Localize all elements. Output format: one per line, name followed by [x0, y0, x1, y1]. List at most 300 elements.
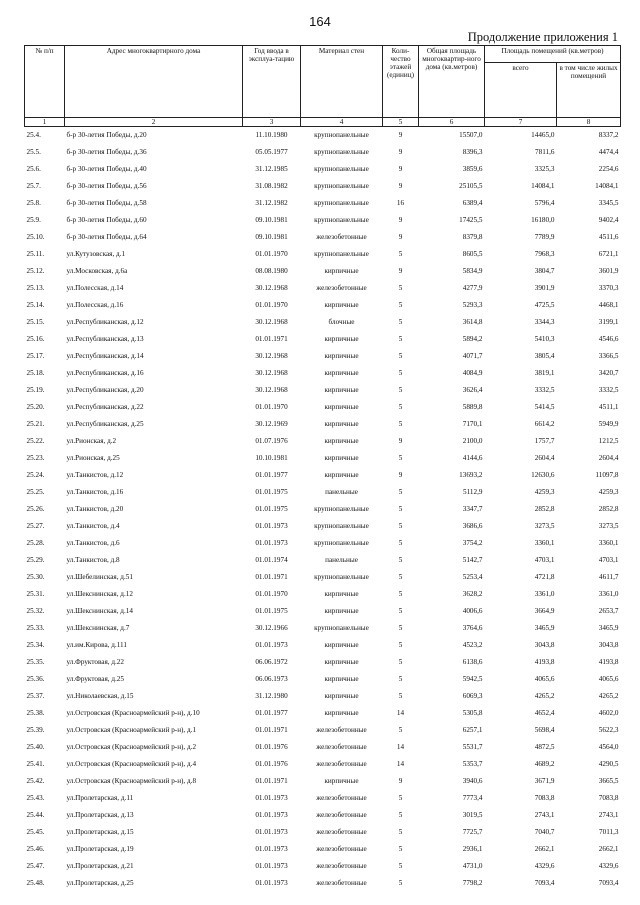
living-area-cell: 3370,3	[598, 284, 619, 292]
row-number: 25.38.	[26, 709, 45, 717]
address-cell: ул.Пролетарская, д.15	[66, 828, 134, 836]
premises-total-cell: 12630,6	[531, 471, 555, 479]
address-cell: ул.Рионская, д.25	[66, 454, 120, 462]
material-cell: крупнопанельные	[314, 199, 369, 207]
address-cell: ул.Танкистов, д.12	[66, 471, 124, 479]
total-area-cell: 5253,4	[462, 573, 483, 581]
row-number: 25.37.	[26, 692, 45, 700]
premises-total-cell: 3361,0	[534, 590, 555, 598]
floors-cell: 9	[398, 165, 403, 173]
material-cell: блочные	[328, 318, 355, 326]
premises-total-cell: 4265,2	[534, 692, 555, 700]
page-number: 164	[309, 14, 331, 29]
living-area-cell: 1212,5	[598, 437, 619, 445]
row-number: 25.18.	[26, 369, 45, 377]
address-cell: ул.Танкистов, д.16	[66, 488, 124, 496]
total-area-cell: 5293,3	[462, 301, 483, 309]
premises-total-cell: 4725,5	[534, 301, 555, 309]
year-cell: 01.01.1977	[255, 709, 288, 717]
floors-cell: 9	[398, 233, 403, 241]
total-area-cell: 8605,5	[462, 250, 483, 258]
address-cell: б-р 30-летия Победы, д.64	[66, 233, 147, 241]
material-cell: кирпичные	[324, 301, 359, 309]
year-cell: 30.12.1968	[255, 284, 288, 292]
year-cell: 09.10.1981	[255, 216, 288, 224]
premises-total-cell: 3344,3	[534, 318, 555, 326]
address-cell: ул.Республиканская, д.12	[66, 318, 144, 326]
address-cell: ул.Пролетарская, д.13	[66, 811, 134, 819]
address-cell: ул.Шекснинская, д.12	[66, 590, 133, 598]
floors-cell: 5	[398, 335, 403, 343]
address-cell: б-р 30-летия Победы, д.20	[65, 127, 243, 145]
year-cell: 01.01.1975	[255, 505, 288, 513]
column-number: 1	[25, 118, 65, 127]
total-area-cell: 17425,5	[459, 216, 483, 224]
living-area-cell: 9402,4	[598, 216, 619, 224]
material-cell: кирпичные	[324, 777, 359, 785]
premises-total-cell: 3465,9	[534, 624, 555, 632]
total-area-cell: 2936,1	[462, 845, 483, 853]
table-row	[25, 552, 621, 569]
material-cell: крупнопанельные	[314, 182, 369, 190]
total-area-cell: 5894,2	[462, 335, 483, 343]
table-body	[25, 127, 621, 893]
table-row	[25, 688, 621, 705]
living-area-cell: 4329,6	[598, 862, 619, 870]
table-row	[25, 331, 621, 348]
table-row	[25, 144, 621, 161]
year-cell: 30.12.1966	[255, 624, 288, 632]
premises-total-cell: 1757,7	[534, 437, 555, 445]
total-area-cell: 6069,3	[462, 692, 483, 700]
header-premises-total: всего	[485, 63, 557, 118]
material-cell: железобетонные	[316, 743, 367, 751]
row-number: 25.45.	[26, 828, 45, 836]
row-number: 25.29.	[26, 556, 45, 564]
living-area-cell: 3420,7	[598, 369, 619, 377]
table-row	[25, 603, 621, 620]
year-cell: 01.01.1973	[255, 539, 288, 547]
address-cell: ул.Шекснинская, д.7	[66, 624, 130, 632]
row-number: 25.7.	[26, 182, 41, 190]
living-area-cell: 3273,5	[598, 522, 619, 530]
total-area-cell: 4006,6	[462, 607, 483, 615]
table-row	[25, 416, 621, 433]
column-number: 6	[419, 118, 485, 127]
table-row	[25, 246, 621, 263]
material-cell: кирпичные	[324, 437, 359, 445]
material-cell: крупнопанельные	[314, 573, 369, 581]
year-cell: 01.01.1973	[255, 862, 288, 870]
total-area-cell: 5112,9	[463, 488, 483, 496]
total-area-cell: 4144,6	[462, 454, 483, 462]
floors-cell: 5	[398, 250, 403, 258]
header-floors: Коли-чество этажей (единиц)	[383, 46, 419, 118]
row-number: 25.19.	[26, 386, 45, 394]
address-cell: ул.Московская, д.6а	[66, 267, 128, 275]
material-cell: кирпичные	[324, 607, 359, 615]
address-cell: ул.Танкистов, д.6	[66, 539, 120, 547]
material-cell: кирпичные	[324, 641, 359, 649]
table-row	[25, 433, 621, 450]
year-cell: 01.01.1977	[255, 471, 288, 479]
row-number: 25.25.	[26, 488, 45, 496]
address-cell: ул.Фруктовая, д.25	[66, 675, 124, 683]
premises-total-cell: 3804,7	[534, 267, 555, 275]
table-row	[25, 722, 621, 739]
living-area-cell: 4546,6	[598, 335, 619, 343]
material-cell: панельные	[325, 488, 358, 496]
row-number: 25.41.	[26, 760, 45, 768]
row-number: 25.42.	[26, 777, 45, 785]
living-area-cell: 3601,9	[598, 267, 619, 275]
material-cell: крупнопанельные	[314, 624, 369, 632]
address-cell: ул.Танкистов, д.20	[66, 505, 124, 513]
row-number: 25.9.	[26, 216, 41, 224]
table-row	[25, 365, 621, 382]
material-cell: кирпичные	[324, 369, 359, 377]
premises-total-cell: 14465,0	[485, 127, 557, 145]
column-number: 3	[243, 118, 301, 127]
floors-cell: 9	[398, 182, 403, 190]
total-area-cell: 6138,6	[462, 658, 483, 666]
floors-cell: 5	[398, 539, 403, 547]
material-cell: кирпичные	[324, 471, 359, 479]
column-number: 4	[301, 118, 383, 127]
address-cell: ул.Республиканская, д.22	[66, 403, 144, 411]
address-cell: ул.Пролетарская, д.19	[66, 845, 134, 853]
year-cell: 01.01.1976	[255, 743, 288, 751]
total-area-cell: 7773,4	[462, 794, 483, 802]
total-area-cell: 25105,5	[459, 182, 483, 190]
living-area-cell: 3361,0	[598, 590, 619, 598]
table-row	[25, 212, 621, 229]
address-cell: ул.Республиканская, д.25	[66, 420, 144, 428]
total-area-cell: 6257,1	[462, 726, 483, 734]
year-cell: 06.06.1972	[255, 658, 288, 666]
total-area-cell: 3019,5	[462, 811, 483, 819]
address-cell: ул.Пролетарская, д.21	[66, 862, 134, 870]
material-cell: кирпичные	[324, 658, 359, 666]
year-cell: 31.08.1982	[255, 182, 288, 190]
premises-total-cell: 5410,3	[534, 335, 555, 343]
premises-total-cell: 7968,3	[534, 250, 555, 258]
table-row	[25, 314, 621, 331]
floors-cell: 5	[398, 658, 403, 666]
floors-cell: 5	[398, 454, 403, 462]
address-cell: ул.Островская (Красноармейский р-н), д.10	[66, 709, 200, 717]
table-row	[25, 586, 621, 603]
column-numbers-row	[25, 118, 621, 127]
address-cell: ул.Полесская, д.16	[66, 301, 124, 309]
table-row	[25, 875, 621, 892]
living-area-cell: 3043,8	[598, 641, 619, 649]
year-cell: 01.01.1970	[255, 250, 288, 258]
row-number: 25.32.	[26, 607, 45, 615]
premises-total-cell: 14084,1	[531, 182, 555, 190]
table-row	[25, 467, 621, 484]
row-number: 25.21.	[26, 420, 45, 428]
floors-cell: 9	[398, 267, 403, 275]
table-row	[25, 195, 621, 212]
table-row	[25, 841, 621, 858]
table-row	[25, 705, 621, 722]
row-number: 25.15.	[26, 318, 45, 326]
floors-cell: 5	[398, 284, 403, 292]
row-number: 25.10.	[26, 233, 45, 241]
floors-cell: 5	[398, 522, 403, 530]
floors-cell: 5	[398, 624, 403, 632]
header-premises-area: Площадь помещений (кв.метров)	[485, 46, 621, 63]
premises-total-cell: 3332,5	[534, 386, 555, 394]
total-area-cell: 3347,7	[462, 505, 483, 513]
row-number: 25.48.	[26, 879, 45, 887]
year-cell: 01.01.1973	[255, 811, 288, 819]
material-cell: крупнопанельные	[314, 539, 369, 547]
material-cell: кирпичные	[324, 386, 359, 394]
year-cell: 01.01.1973	[255, 522, 288, 530]
floors-cell: 5	[398, 505, 403, 513]
header-year: Год ввода в эксплуа-тацию	[243, 46, 301, 118]
floors-cell: 5	[398, 811, 403, 819]
premises-total-cell: 3819,1	[534, 369, 555, 377]
table-row	[25, 807, 621, 824]
total-area-cell: 2100,0	[462, 437, 483, 445]
material-cell: кирпичные	[324, 692, 359, 700]
total-area-cell: 4731,0	[462, 862, 483, 870]
year-cell: 30.12.1968	[255, 318, 288, 326]
premises-total-cell: 3273,5	[534, 522, 555, 530]
row-number: 25.46.	[26, 845, 45, 853]
floors-cell: 9	[398, 148, 403, 156]
premises-total-cell: 4689,2	[534, 760, 555, 768]
year-cell: 06.06.1973	[255, 675, 288, 683]
living-area-cell: 4611,7	[599, 573, 619, 581]
row-number: 25.11.	[26, 250, 45, 258]
row-number: 25.20.	[26, 403, 45, 411]
year-cell: 30.12.1968	[255, 386, 288, 394]
year-cell: 30.12.1968	[255, 369, 288, 377]
table-row	[25, 518, 621, 535]
floors-cell: 16	[396, 199, 405, 207]
floors-cell: 5	[398, 607, 403, 615]
total-area-cell: 3754,2	[462, 539, 483, 547]
header-material: Материал стен	[301, 46, 383, 118]
address-cell: ул.Полесская, д.14	[66, 284, 124, 292]
living-area-cell: 4511,6	[599, 233, 619, 241]
year-cell: 08.08.1980	[255, 267, 288, 275]
address-cell: ул.Шебелинская, д.51	[66, 573, 133, 581]
total-area-cell: 6389,4	[462, 199, 483, 207]
living-area-cell: 4290,5	[598, 760, 619, 768]
premises-total-cell: 4703,1	[534, 556, 555, 564]
address-cell: ул.Республиканская, д.14	[66, 352, 144, 360]
address-cell: ул.Пролетарская, д.25	[66, 879, 134, 887]
address-cell: ул.Рионская, д.2	[66, 437, 117, 445]
floors-cell: 5	[398, 573, 403, 581]
year-cell: 01.01.1973	[255, 641, 288, 649]
total-area-cell: 7798,2	[462, 879, 483, 887]
table-row	[25, 535, 621, 552]
housing-register-table	[24, 45, 621, 892]
total-area-cell: 3764,6	[462, 624, 483, 632]
premises-total-cell: 7083,8	[534, 794, 555, 802]
floors-cell: 5	[398, 641, 403, 649]
living-area-cell: 4265,2	[598, 692, 619, 700]
premises-total-cell: 3671,9	[534, 777, 555, 785]
table-row	[25, 399, 621, 416]
floors-cell: 5	[398, 845, 403, 853]
table-row	[25, 637, 621, 654]
floors-cell: 5	[398, 590, 403, 598]
address-cell: б-р 30-летия Победы, д.60	[66, 216, 147, 224]
total-area-cell: 8396,3	[462, 148, 483, 156]
total-area-cell: 8379,8	[462, 233, 483, 241]
column-number: 7	[485, 118, 557, 127]
table-row	[25, 348, 621, 365]
floors-cell: 5	[398, 675, 403, 683]
living-area-cell: 2254,6	[598, 165, 619, 173]
material-cell: крупнопанельные	[314, 148, 369, 156]
total-area-cell: 3628,2	[462, 590, 483, 598]
premises-total-cell: 2743,1	[534, 811, 555, 819]
total-area-cell: 5531,7	[462, 743, 483, 751]
total-area-cell: 5942,5	[462, 675, 483, 683]
year-cell: 01.01.1971	[255, 335, 288, 343]
row-number: 25.43.	[26, 794, 45, 802]
address-cell: б-р 30-летия Победы, д.40	[66, 165, 147, 173]
premises-total-cell: 7093,4	[534, 879, 555, 887]
floors-cell: 14	[396, 709, 405, 717]
living-area-cell: 4564,0	[598, 743, 619, 751]
year-cell: 01.01.1970	[255, 403, 288, 411]
premises-total-cell: 3664,9	[534, 607, 555, 615]
row-number: 25.44.	[26, 811, 45, 819]
material-cell: крупнопанельные	[314, 165, 369, 173]
row-number: 25.8.	[26, 199, 41, 207]
premises-total-cell: 2852,8	[534, 505, 555, 513]
premises-total-cell: 4259,3	[534, 488, 555, 496]
row-number: 25.39.	[26, 726, 45, 734]
floors-cell: 5	[398, 794, 403, 802]
row-number: 25.12.	[26, 267, 45, 275]
living-area-cell: 8337,2	[557, 127, 621, 145]
floors-cell: 5	[398, 828, 403, 836]
address-cell: ул.Островская (Красноармейский р-н), д.2	[66, 743, 197, 751]
living-area-cell: 3465,9	[598, 624, 619, 632]
address-cell: ул.Республиканская, д.16	[66, 369, 144, 377]
total-area-cell: 3686,6	[462, 522, 483, 530]
material-cell: кирпичные	[324, 335, 359, 343]
floors-cell: 5	[398, 318, 403, 326]
living-area-cell: 2743,1	[598, 811, 619, 819]
premises-total-cell: 4065,6	[534, 675, 555, 683]
living-area-cell: 7083,8	[598, 794, 619, 802]
row-number: 25.6.	[26, 165, 41, 173]
total-area-cell: 5353,7	[462, 760, 483, 768]
living-area-cell: 2653,7	[598, 607, 619, 615]
living-area-cell: 2852,8	[598, 505, 619, 513]
living-area-cell: 4193,8	[598, 658, 619, 666]
year-cell: 11.10.1980	[243, 127, 301, 145]
row-number: 25.13.	[26, 284, 45, 292]
table-row	[25, 569, 621, 586]
row-number: 25.26.	[26, 505, 45, 513]
row-number: 25.34.	[26, 641, 45, 649]
total-area-cell: 5142,7	[462, 556, 483, 564]
material-cell: железобетонные	[316, 726, 367, 734]
living-area-cell: 14084,1	[595, 182, 619, 190]
living-area-cell: 4474,4	[598, 148, 619, 156]
material-cell: кирпичные	[324, 590, 359, 598]
address-cell: ул.Островская (Красноармейский р-н), д.8	[66, 777, 197, 785]
living-area-cell: 11097,8	[595, 471, 619, 479]
table-row	[25, 127, 621, 145]
year-cell: 01.01.1973	[255, 845, 288, 853]
year-cell: 31.12.1985	[255, 165, 288, 173]
material-cell: крупнопанельные	[314, 505, 369, 513]
floors-cell: 5	[398, 301, 403, 309]
living-area-cell: 7011,3	[599, 828, 619, 836]
material-cell: кирпичные	[324, 675, 359, 683]
table-row	[25, 739, 621, 756]
living-area-cell: 3199,1	[598, 318, 619, 326]
living-area-cell: 6721,1	[598, 250, 619, 258]
floors-cell: 5	[398, 352, 403, 360]
address-cell: ул.Островская (Красноармейский р-н), д.1	[66, 726, 197, 734]
premises-total-cell: 7789,9	[534, 233, 555, 241]
floors-cell: 5	[398, 488, 403, 496]
year-cell: 30.12.1968	[255, 352, 288, 360]
row-number: 25.5.	[26, 148, 41, 156]
year-cell: 31.12.1982	[255, 199, 288, 207]
year-cell: 09.10.1981	[255, 233, 288, 241]
total-area-cell: 4084,9	[462, 369, 483, 377]
material-cell: кирпичные	[324, 454, 359, 462]
row-number: 25.23.	[26, 454, 45, 462]
floors-cell: 5	[398, 862, 403, 870]
column-number: 5	[383, 118, 419, 127]
living-area-cell: 2604,4	[598, 454, 619, 462]
material-cell: крупнопанельные	[301, 127, 383, 145]
total-area-cell: 7725,7	[462, 828, 483, 836]
living-area-cell: 4511,1	[599, 403, 619, 411]
row-number: 25.33.	[26, 624, 45, 632]
premises-total-cell: 4652,4	[534, 709, 555, 717]
floors-cell: 5	[398, 556, 403, 564]
premises-total-cell: 7040,7	[534, 828, 555, 836]
floors-cell: 9	[398, 437, 403, 445]
premises-total-cell: 5698,4	[534, 726, 555, 734]
row-number: 25.47.	[26, 862, 45, 870]
year-cell: 10.10.1981	[255, 454, 288, 462]
address-cell: ул.Республиканская, д.20	[66, 386, 144, 394]
table-row	[25, 297, 621, 314]
premises-total-cell: 16180,0	[531, 216, 555, 224]
table-row	[25, 382, 621, 399]
table-row	[25, 178, 621, 195]
material-cell: железобетонные	[316, 760, 367, 768]
material-cell: кирпичные	[324, 420, 359, 428]
floors-cell: 5	[398, 369, 403, 377]
premises-total-cell: 3901,9	[534, 284, 555, 292]
address-cell: ул.Фруктовая, д.22	[66, 658, 124, 666]
table-row	[25, 229, 621, 246]
premises-total-cell: 6614,2	[534, 420, 555, 428]
address-cell: ул.Шекснинская, д.14	[66, 607, 133, 615]
premises-total-cell: 3325,3	[534, 165, 555, 173]
premises-total-cell: 2604,4	[534, 454, 555, 462]
